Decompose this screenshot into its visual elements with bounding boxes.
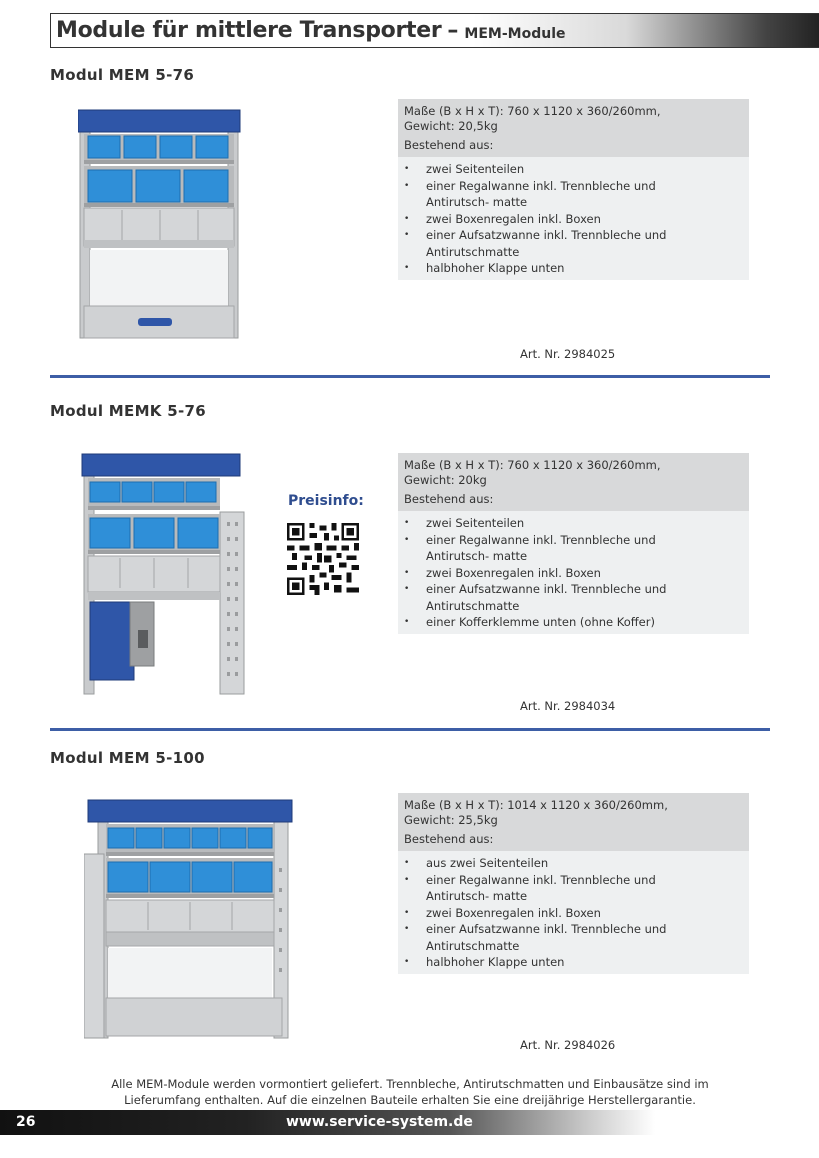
spec-weight: Gewicht: 20,5kg <box>404 119 498 133</box>
product-image-mem-5-100 <box>84 798 296 1042</box>
spec-box-memk-5-76 <box>398 453 749 634</box>
list-item: • einer Kofferklemme unten (ohne Koffer) <box>404 614 743 631</box>
list-item-continued: Antirutschmatte <box>426 938 520 953</box>
list-item: • einer Aufsatzwanne inkl. Trennbleche und <box>404 581 743 598</box>
page-subtitle: MEM-Module <box>464 26 566 42</box>
section-divider <box>50 728 770 731</box>
spec-box-mem-5-76 <box>398 99 749 280</box>
list-item: • einer Regalwanne inkl. Trennbleche und <box>404 178 743 195</box>
product-title-memk-5-76: Modul MEMK 5-76 <box>50 402 206 420</box>
title-dash: – <box>447 18 459 43</box>
list-item-continued: Antirutschmatte <box>426 598 520 613</box>
art-nr-mem-5-76: Art. Nr. 2984025 <box>520 347 616 361</box>
list-item: • einer Regalwanne inkl. Trennbleche und <box>404 872 743 889</box>
page-title: Module für mittlere Transporter <box>56 18 442 43</box>
footer-note <box>60 1076 760 1108</box>
list-item-continued: Antirutsch- matte <box>426 195 528 209</box>
footer-note-line: Alle MEM-Module werden vormontiert geliefert. Trennbleche, Antirutschmatten und Einbausätze sind im <box>111 1077 709 1091</box>
list-item: • zwei Boxenregalen inkl. Boxen <box>404 565 743 582</box>
product-image-mem-5-76 <box>78 108 246 340</box>
page-header <box>50 13 819 48</box>
list-item: • halbhoher Klappe unten <box>404 954 743 971</box>
spec-header <box>398 453 749 511</box>
spec-list <box>398 851 749 974</box>
page-number: 26 <box>16 1114 36 1130</box>
qr-code-icon[interactable] <box>287 523 359 595</box>
spec-header <box>398 99 749 157</box>
list-item: • einer Aufsatzwanne inkl. Trennbleche und <box>404 227 743 244</box>
product-title-mem-5-100: Modul MEM 5-100 <box>50 749 205 767</box>
list-item: • einer Aufsatzwanne inkl. Trennbleche und <box>404 921 743 938</box>
spec-consists-label: Bestehend aus: <box>404 492 494 506</box>
spec-consists-label: Bestehend aus: <box>404 832 494 846</box>
list-item: • zwei Seitenteilen <box>404 161 743 178</box>
list-item-continued: Antirutsch- matte <box>426 549 528 563</box>
spec-dimensions: Maße (B x H x T): 1014 x 1120 x 360/260mm, <box>404 798 668 812</box>
list-item: • zwei Seitenteilen <box>404 515 743 532</box>
website-link[interactable]: www.service-system.de <box>286 1114 473 1130</box>
art-nr-mem-5-100: Art. Nr. 2984026 <box>520 1038 616 1052</box>
art-nr-memk-5-76: Art. Nr. 2984034 <box>520 699 616 713</box>
price-info-label: Preisinfo: <box>288 493 364 509</box>
spec-list <box>398 157 749 280</box>
spec-weight: Gewicht: 20kg <box>404 473 487 487</box>
list-item: • zwei Boxenregalen inkl. Boxen <box>404 211 743 228</box>
spec-list <box>398 511 749 634</box>
product-title-mem-5-76: Modul MEM 5-76 <box>50 66 195 84</box>
list-item-continued: Antirutschmatte <box>426 244 520 259</box>
spec-dimensions: Maße (B x H x T): 760 x 1120 x 360/260mm, <box>404 104 661 118</box>
list-item: • aus zwei Seitenteilen <box>404 855 743 872</box>
list-item: • einer Regalwanne inkl. Trennbleche und <box>404 532 743 549</box>
product-image-memk-5-76 <box>80 452 248 696</box>
spec-dimensions: Maße (B x H x T): 760 x 1120 x 360/260mm, <box>404 458 661 472</box>
spec-weight: Gewicht: 25,5kg <box>404 813 498 827</box>
spec-header <box>398 793 749 851</box>
spec-box-mem-5-100 <box>398 793 749 974</box>
list-item-continued: Antirutsch- matte <box>426 889 528 903</box>
list-item: • zwei Boxenregalen inkl. Boxen <box>404 905 743 922</box>
list-item: • halbhoher Klappe unten <box>404 260 743 277</box>
footer-note-line: Lieferumfang enthalten. Auf die einzelnen Bauteile erhalten Sie eine dreijährige Herstellergarantie. <box>124 1093 696 1107</box>
spec-consists-label: Bestehend aus: <box>404 138 494 152</box>
section-divider <box>50 375 770 378</box>
